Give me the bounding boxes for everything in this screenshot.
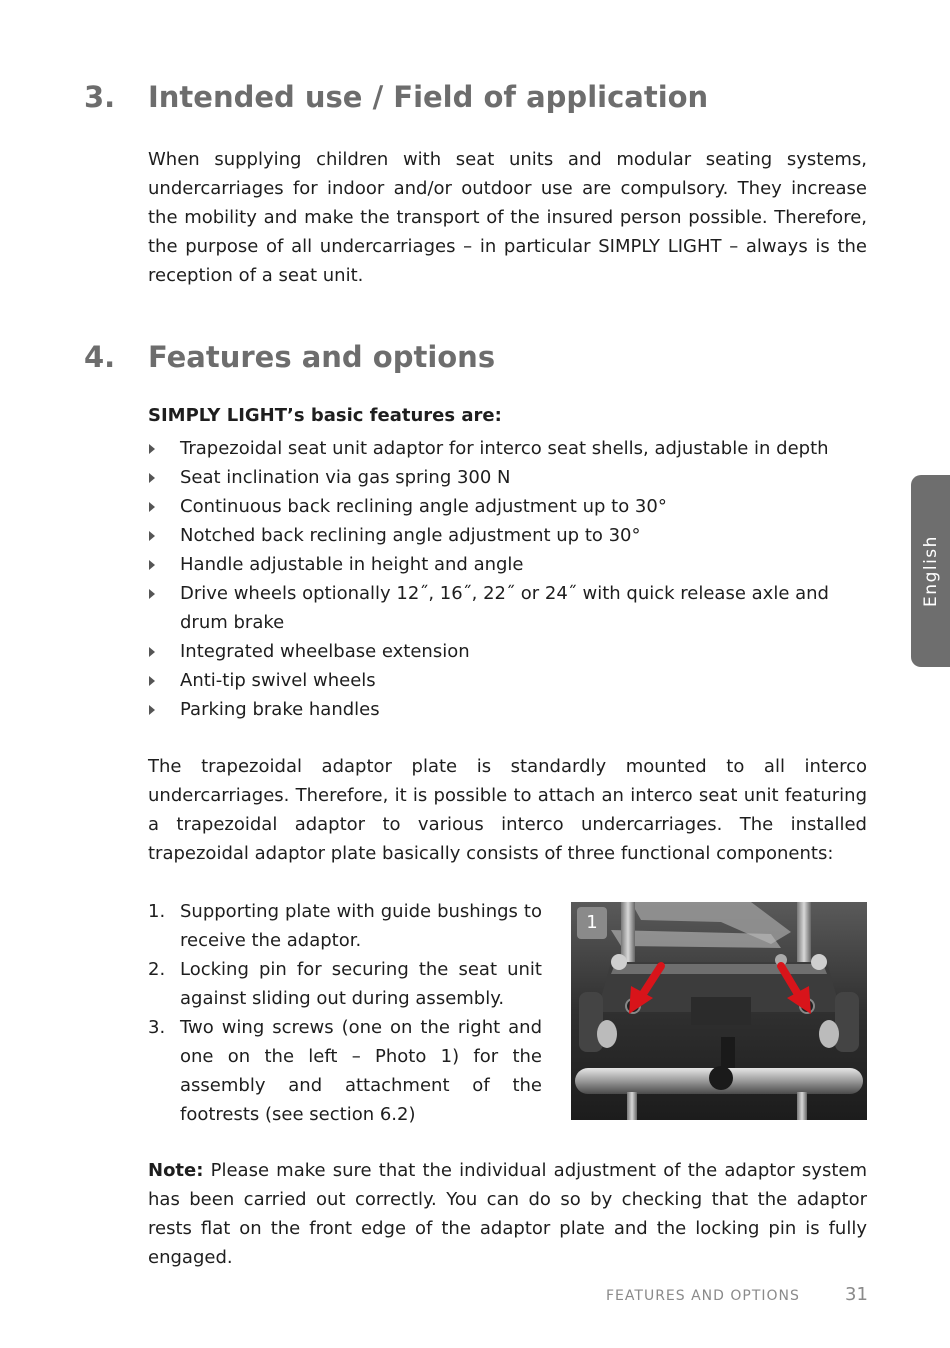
feature-item: Parking brake handles [148,695,867,724]
section-4-title: Features and options [148,340,496,374]
feature-item: Seat inclination via gas spring 300 N [148,463,867,492]
section-4-number: 4. [84,340,116,374]
adaptor-paragraph: The trapezoidal adaptor plate is standardly mounted to all interco undercarriages. Therefore, it is possible to attach an interco seat unit featuring a trapezoidal adaptor to various interco undercarriages. The installed trapezoidal adaptor plate basically consists of three functional components: [148,756,867,864]
component-number: 2. [148,959,166,980]
section-3-heading [84,80,708,114]
bullet-triangle-icon [149,647,155,657]
page-number: 31 [845,1284,868,1305]
note-label: Note: [148,1160,204,1181]
component-number: 3. [148,1017,166,1038]
bullet-triangle-icon [149,589,155,599]
bullet-triangle-icon [149,444,155,454]
section-4-heading [84,340,495,374]
bullet-triangle-icon [149,676,155,686]
section-3-text: When supplying children with seat units and modular seating systems, undercarriages for indoor and/or outdoor use are compulsory. They increase the mobility and make the transport of the insured person possible. Therefore, the purpose of all undercarriages – in particular SIMPLY LIGHT – always is the reception of a seat unit. [148,149,867,286]
bullet-triangle-icon [149,502,155,512]
language-tab [911,475,950,667]
feature-item: Integrated wheelbase extension [148,637,867,666]
bullet-triangle-icon [149,473,155,483]
feature-item: Trapezoidal seat unit adaptor for interco seat shells, adjustable in depth [148,434,867,463]
bullet-triangle-icon [149,531,155,541]
feature-item: Notched back reclining angle adjustment up to 30° [148,521,867,550]
photo-number-badge: 1 [577,907,607,939]
bullet-triangle-icon [149,560,155,570]
feature-item: Continuous back reclining angle adjustment up to 30° [148,492,867,521]
component-number: 1. [148,901,166,922]
components-list [148,897,542,1129]
feature-item: Anti-tip swivel wheels [148,666,867,695]
footer-section-label: FEATURES AND OPTIONS [606,1288,800,1304]
note-text: Please make sure that the individual adjustment of the adaptor system has been carried out correctly. You can do so by checking that the adaptor rests flat on the front edge of the adaptor plate and the locking pin is fully engaged. [148,1160,867,1268]
photo-illustration [571,902,867,1120]
component-item: 2. Locking pin for securing the seat unit against sliding out during assembly. [148,955,542,1013]
component-item: 1. Supporting plate with guide bushings to receive the adaptor. [148,897,542,955]
section-3-title: Intended use / Field of application [148,80,709,114]
section-3-number: 3. [84,80,116,114]
adaptor-plate-photo [571,902,867,1120]
language-tab-label: English [920,535,941,607]
features-subheading: SIMPLY LIGHT’s basic features are: [148,405,502,426]
features-list [148,434,867,724]
feature-item: Drive wheels optionally 12˝, 16˝, 22˝ or 24˝ with quick release axle and drum brake [148,579,867,637]
note-paragraph [148,1156,867,1272]
component-item: 3. Two wing screws (one on the right and one on the left – Photo 1) for the assembly and attachment of the footrests (see section 6.2) [148,1013,542,1129]
feature-item: Handle adjustable in height and angle [148,550,867,579]
bullet-triangle-icon [149,705,155,715]
